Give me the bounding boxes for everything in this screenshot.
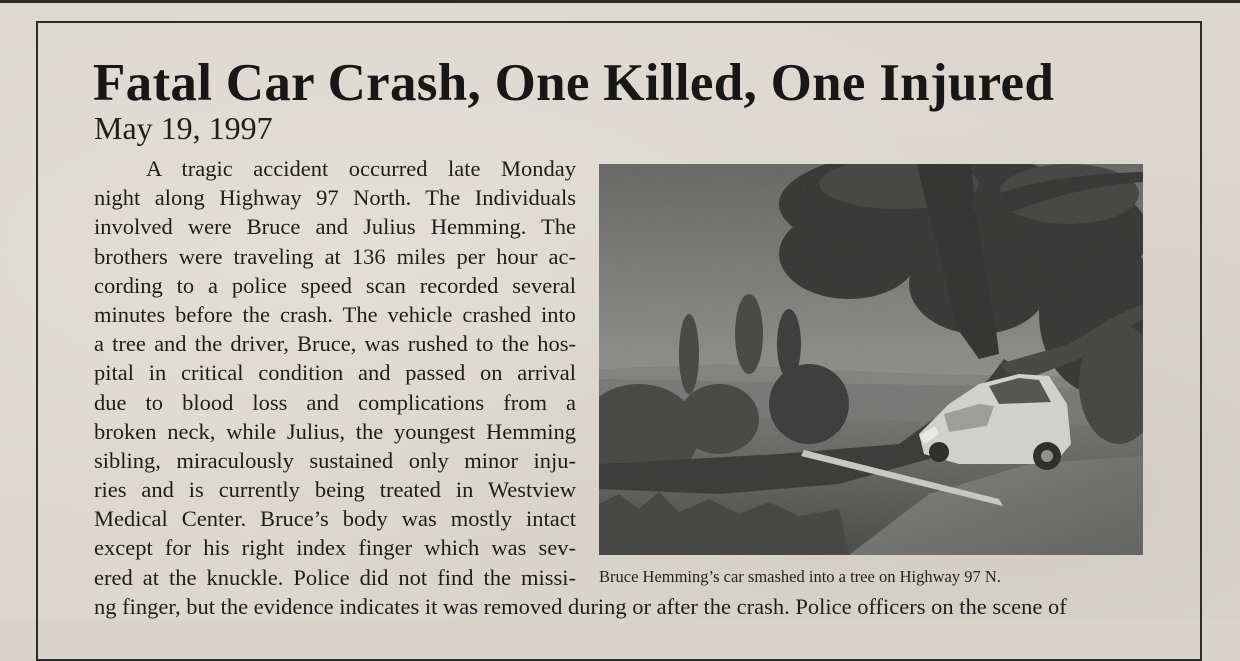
body-line: minutes before the crash. The vehicle crashed into (94, 301, 576, 327)
body-line: cording to a police speed scan recorded several (94, 272, 576, 298)
body-line: a tree and the driver, Bruce, was rushed to the hos- (94, 331, 576, 357)
body-line: sibling, miraculously sustained only minor inju- (94, 447, 576, 473)
body-line: due to blood loss and complications from a (94, 389, 576, 415)
article-body-column (94, 154, 576, 592)
body-line: pital in critical condition and passed on arrival (94, 360, 576, 386)
article-date: May 19, 1997 (94, 110, 273, 146)
body-line-full-width: ng finger, but the evidence indicates it was removed during or after the crash. Police officers on the scene of (94, 594, 1067, 619)
headline: Fatal Car Crash, One Killed, One Injured (93, 54, 1055, 112)
body-line: A tragic accident occurred late Monday (146, 156, 576, 181)
body-line: brothers were traveling at 136 miles per hour ac- (94, 243, 576, 269)
body-line: except for his right index finger which was sev- (94, 535, 576, 561)
body-line: ered at the knuckle. Police did not find the missi- (94, 564, 576, 590)
body-line: involved were Bruce and Julius Hemming. The (94, 214, 576, 240)
body-line: broken neck, while Julius, the youngest Hemming (94, 418, 576, 444)
photo-caption: Bruce Hemming’s car smashed into a tree on Highway 97 N. (599, 567, 1001, 586)
crash-photo (599, 164, 1143, 555)
body-line: ries and is currently being treated in Westview (94, 477, 576, 503)
body-line: night along Highway 97 North. The Individuals (94, 185, 576, 211)
body-line: Medical Center. Bruce’s body was mostly intact (94, 506, 576, 532)
